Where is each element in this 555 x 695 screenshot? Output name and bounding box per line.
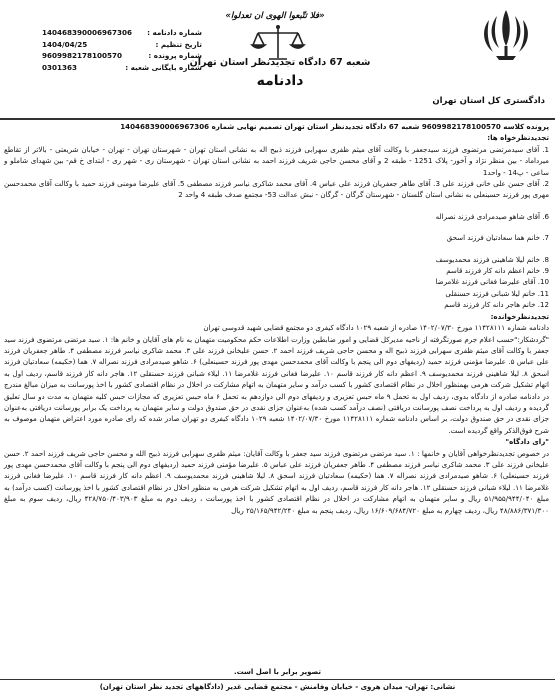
court-address: نشانی: تهران- میدان هروی - خیابان وفامنش - مجتمع قضایی غدیر (دادگاههای تجدید نظر استان تهران) [99, 683, 456, 691]
party-entry: 10. آقای علیرضا فغانی فرزند غلامرضا [435, 277, 549, 287]
procedure-paragraph: "گردشکار:"حسب اعلام جرم صورتگرفته از ناحیه مدیرکل قضایی و امور ضابطین وزارت اطلاعات حکم محکومیت متهمان به نام های آقایان و خانم ها: ۱. سید مرتضی مرتضوی فرزند سید جعفر با وکالت آقای میثم ظفری سهرابی فرزند ذبیح اله و محسن حاجی شریف فرزند احمد ۲. حسن علیخانی فرزند علی ۳. محمد شاکری نیاسر فرزند مصطفی ۴. طاهر جعفریان فرزند علی عباس ۵. علیرضا مؤمنی فرزند حمید (ردیفهای دوم الی پنجم با وکالت آقای محمدحسن مهدی پور فرزند حسینعلی) ۶. شاهو صیدمرادی فرزند نصراله ۷. هما (حکیمه) سعادتیان فرزند اسحق ۸. لیلا شاهینی فرزند محمدیوسف ۹. اعظم دانه کار فرزند قاسم ۱۰. علیرضا فغانی فرزند غلامرضا ۱۱. لیلاء شبانی فرزند حسنقلی ۱۲. هاجر دانه کار فرزند قاسم، ردیف اول به اتهام تشکیل شرکت هرمی بهمنظور اخلال در نظام اقتصادی کشور با کسب درآمد و سایر متهمان به اتهام مشارکت در اخلال در نظام اقتصادی کشور با اخذ پورسانت به میزان مبالغ مندرج در دادنامه صادره از دادگاه بدوی، ردیف اول به تحمل ۹ ماه حبس تعزیری و ردیفهای دوم الی دوازدهم به تحمل ۶ ماه حبس تعزیری که مجازات حبس کلیه متهمان به مدت دو سال تعلیق گردیده و ردیف اول به پرداخت نصف پورسانت دریافتی (نصف درآمد کسب شده) به‌عنوان جزای نقدی در حق صندوق دولت و سایر متهمان به پرداخت یک برابر پورسانت دریافتی به‌عنوان جزای نقدی در حق صندوق دولت، بر اساس دادنامه شماره ۱۱۴۲۸۱۱۱ مورخ ۱۴۰۲/۰۷/۳۰ شعبه ۱۰۲۹ دادگاه کیفری دو تهران صادر شده که رای صادره مورد اعتراض متهمان موصوف به شرح فوق‌الذکر واقع گردیده است. [4, 334, 550, 435]
party-entry: 2. آقای حسن علی خانی فرزند علی 3. آقای طاهر جعفریان فرزند علی عباس 4. آقای محمد شاکری نیاسر فرزند مصطفی 5. آقای علیرضا مومنی فرزند حمید با وکالت آقای محمدحسن مهری پور فرزند حسینعلی به نشانی استان گلستان - شهرستان گرگان - گرگان - نبش عدالت 53- مجتمع صدف طبقه 4 واحد 2 [4, 179, 549, 200]
appellants-heading: تجدیدنظرخواه ها: [487, 133, 549, 143]
case-number-line: پرونده کلاسه 9609982178100570 شعبه 67 دادگاه تجدیدنظر استان تهران تصمیم نهایی شماره 140468390006967306 [120, 122, 549, 131]
quran-verse: «فلا تتّبعوا الهوی ان تعدلوا» [225, 11, 325, 21]
meta-row [42, 39, 202, 51]
meta-label: شماره دادنامه : [147, 28, 202, 37]
party-entry: 12. خانم هاجر دانه کار فرزند قاسم [444, 300, 549, 310]
meta-label: شماره بایگانی شعبه : [125, 62, 202, 72]
certified-copy-note: تصویر برابر با اصل است. [233, 668, 322, 676]
footer-divider [0, 679, 555, 680]
organization-name: دادگستری کل استان تهران [432, 96, 545, 106]
ruling-paragraph: در خصوص تجدیدنظرخواهی آقایان و خانمها : ۱. سید مرتضی مرتضوی فرزند سید جعفر با وکالت آقایان: میثم ظفری سهرابی فرزند ذبیح الله و محسن حاجی شریف فرزند احمد ۲. حسن علیخانی فرزند علی ۳. محمد شاکری نیاسر فرزند مصطفی ۴. طاهر جعفریان فرزند علی عباس ۵. علیرضا مؤمنی فرزند حمید (ردیفهای دوم الی پنجم با وکالت آقای محمدحسن مهدی پور فرزند حسینعلی) ۶. شاهو صیدمرادی فرزند نصراله ۷. هما (حکیمه) سعادتیان فرزند اسحق ۸. لیلا شاهینی فرزند محمدیوسف ۹. اعظم دانه کار فرزند قاسم ۱۰. علیرضا فغانی فرزند غلامرضا ۱۱. لیلاء شبانی فرزند حسنقلی ۱۲. هاجر دانه کار فرزند قاسم، ردیف اول به اتهام تشکیل شرکت هرمی به منظور اخلال در نظام اقتصادی کشور با اخذ پورسانت (کسب درآمد) به مبلغ ۵۱/۹۵۵/۹۴۴/۰۴۰ ریال و سایر متهمان به اتهام مشارکت در اخلال در نظام اقتصادی کشور با اخذ پورسانت ، ردیف دوم به مبلغ ۴۲۸/۷۵۰/۴۰۳/۹۰۳ ریال، ردیف سوم به مبلغ ۴۸/۸۸۶/۳۷۱/۳۰۰ ریال، ردیف چهارم به مبلغ ۱۶/۶۰۹/۶۸۴/۷۲۰ ریال، ردیف پنجم به مبلغ ۲۵/۱۶۵/۹۴۲/۲۴۰ ریال [4, 448, 550, 515]
party-entry: 6. آقای شاهو صیدمرادی فرزند نصراله [435, 211, 549, 221]
appellee-heading: تجدیدنظرخوانده: [490, 311, 549, 321]
party-entry: 1. آقای سیدمرتضی مرتضوی فرزند سیدجعفر با وکالت آقای میثم ظفری سهرابی فرزند ذبیح اله به نشانی استان تهران - شهرستان تهران - تهران - خیابان شریعتی - بالاتر از تقاطع میرداماد - بین منظر نژاد و آخور- پلاک 1251 - طبقه 2 و آقای محسن حاجی شریف فرزند احمد به نشانی استان تهران - شهرستان ری - شهر ری - ابتدای خ قم- بین شهدای شاملو و ساعی - پ14 - واحد1 [4, 144, 549, 177]
meta-row [42, 27, 202, 39]
document-header [0, 0, 555, 120]
meta-row [42, 62, 202, 74]
party-entry: 9. خانم اعظم دانه کار فرزند قاسم [446, 266, 549, 276]
meta-row [42, 50, 202, 62]
meta-label: شماره پرونده : [148, 51, 202, 60]
document-body [4, 121, 549, 516]
verdict-intro: دادنامه شماره ۱۱۴۲۸۱۱۱ مورخ ۱۴۰۲/۰۷/۳۰ صادره از شعبه ۱۰۲۹ دادگاه کیفری دو مجتمع قضایی شهید قدوسی تهران [203, 323, 549, 333]
national-emblem-icon [479, 6, 533, 64]
party-entry: 7. خانم هما سعادتیان فرزند اسحق [446, 233, 549, 243]
document-title: دادنامه [256, 73, 304, 89]
party-entry: 8. خانم لیلا شاهینی فرزند محمدیوسف [435, 254, 549, 264]
header-divider [0, 118, 555, 120]
court-branch: شعبه 67 دادگاه تجدیدنظر استان تهران [189, 57, 371, 68]
meta-label: تاریخ تنظیم : [155, 39, 202, 49]
party-entry: 11. خانم لیلا شبانی فرزند حسنقلی [445, 288, 549, 298]
ruling-heading: "رای دادگاه" [505, 437, 549, 447]
meta-value: 1404/04/25 [42, 39, 88, 49]
meta-value: 9609982178100570 [42, 51, 123, 60]
document-meta [42, 27, 202, 73]
meta-value: 140468390006967306 [42, 28, 133, 37]
meta-value: 0301363 [42, 62, 78, 72]
